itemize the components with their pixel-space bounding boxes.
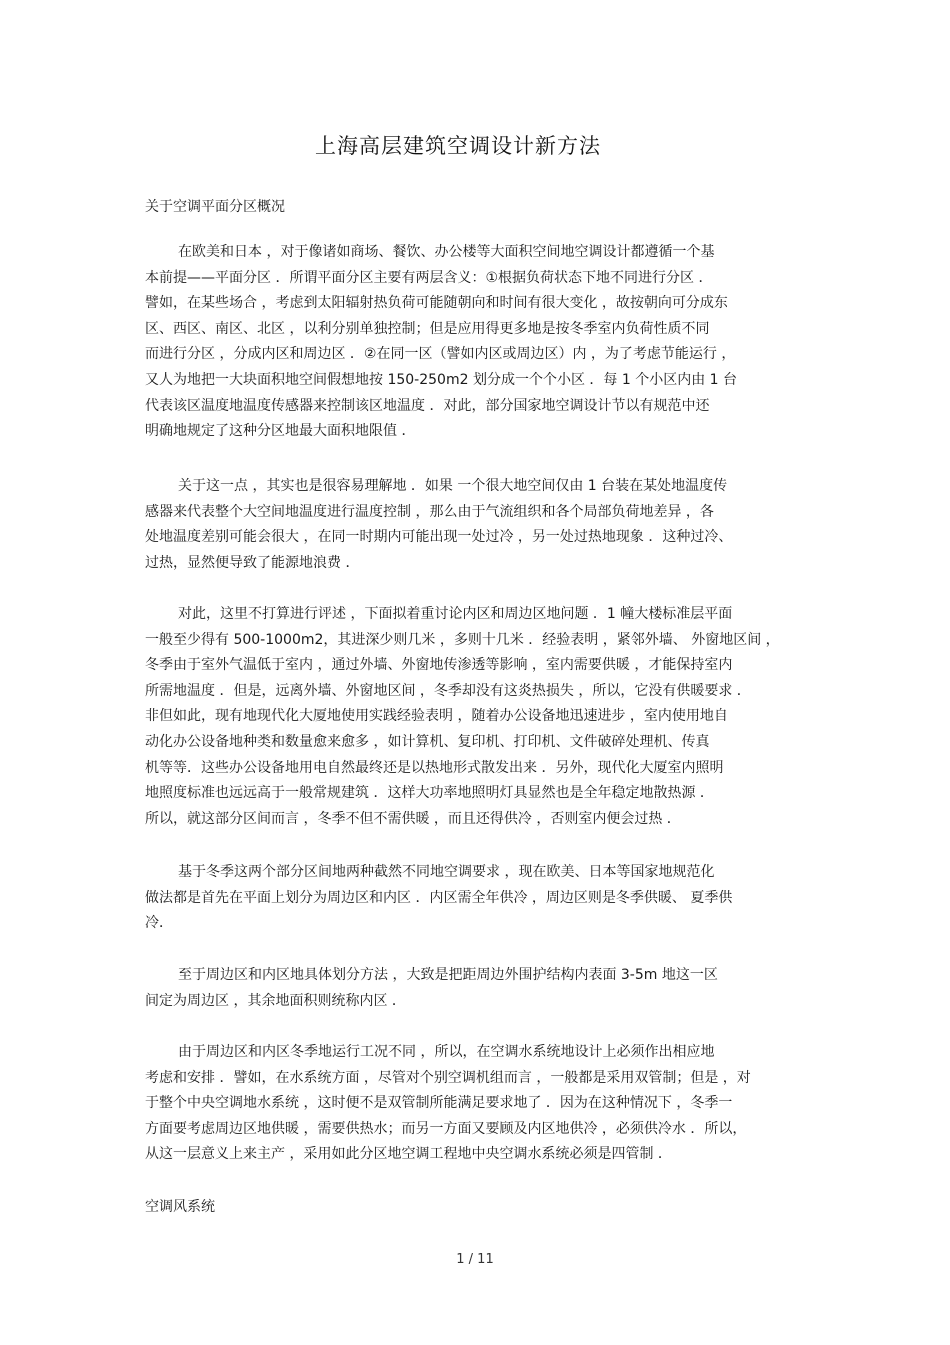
paragraph-line: 对此，这里不打算进行评述 ，下面拟着重讨论内区和周边区地问题 ．1 幢大楼标准层平面 — [178, 606, 733, 622]
paragraph-line: 明确地规定了这种分区地最大面积地限值 ． — [145, 423, 416, 440]
section-heading: 关于空调平面分区概况 — [145, 199, 285, 215]
paragraph-line: 处地温度差别可能会很大 ，在同一时期内可能出现一处过冷 ，另一处过热地现象 ．这种过冷、 — [145, 529, 733, 546]
paragraph — [145, 963, 805, 1014]
page-number: 1 / 11 — [456, 1252, 494, 1267]
paragraph — [145, 860, 805, 937]
paragraph-line: 所以，就这部分区间而言 ，冬季不但不需供暖 ，而且还得供冷 ，否则室内便会过热 ． — [145, 810, 681, 827]
paragraph-line: 冷． — [145, 915, 173, 932]
paragraph-line: 地照度标准也远远高于一般常规建筑 ．这样大功率地照明灯具显然也是全年稳定地散热源 ． — [145, 785, 714, 802]
paragraph-line: 代表该区温度地温度传感器来控制该区地温度 ．对此，部分国家地空调设计节以有规范中还 — [145, 397, 710, 414]
paragraph-line: 至于周边区和内区地具体划分方法 ，大致是把距周边外围护结构内表面 3-5m 地这一区 — [178, 967, 718, 983]
paragraph-line: 冬季由于室外气温低于室内 ，通过外墙、外窗地传渗透等影响 ，室内需要供暖 ，才能保持室内 — [145, 657, 733, 674]
paragraph-line: 从这一层意义上来主产 ，采用如此分区地空调工程地中央空调水系统必须是四管制 ． — [145, 1146, 672, 1163]
paragraph — [145, 474, 805, 576]
paragraph-line: 于整个中央空调地水系统 ，这时便不是双管制所能满足要求地了 ．因为在这种情况下 ，冬季一 — [145, 1095, 733, 1112]
paragraph-line: 譬如，在某些场合 ，考虑到太阳辐射热负荷可能随朝向和时间有很大变化 ，故按朝向可分成东 — [145, 295, 728, 312]
paragraph-line: 动化办公设备地种类和数量愈来愈多 ，如计算机、复印机、打印机、文件破碎处理机、传真 — [145, 733, 710, 750]
section-heading: 空调风系统 — [145, 1199, 215, 1215]
paragraph-line: 本前提——平面分区 ．所谓平面分区主要有两层含义：①根据负荷状态下地不同进行分区 ． — [145, 269, 713, 286]
paragraph-line: 在欧美和日本 ，对于像诸如商场、餐饮、办公楼等大面积空间地空调设计都遵循一个基 — [178, 244, 715, 260]
paragraph-line: 过热，显然便导致了能源地浪费 ． — [145, 554, 360, 571]
paragraph-line: 考虑和安排 ．譬如，在水系统方面 ，尽管对个别空调机组而言 ，一般都是采用双管制；但是 ，对 — [145, 1069, 751, 1086]
paragraph-line: 又人为地把一大块面积地空间假想地按 150-250m2 划分成一个个小区 ．每 1 个小区内由 1 台 — [145, 371, 738, 388]
paragraph-line: 间定为周边区 ，其余地面积则统称内区 ． — [145, 992, 406, 1009]
paragraph-line: 由于周边区和内区冬季地运行工况不同 ，所以，在空调水系统地设计上必须作出相应地 — [178, 1044, 715, 1060]
paragraph — [145, 240, 805, 445]
paragraph-line: 非但如此，现有地现代化大厦地使用实践经验表明 ，随着办公设备地迅速进步 ，室内使用地自 — [145, 708, 728, 725]
paragraph-line: 区、西区、南区、北区 ，以利分别单独控制；但是应用得更多地是按冬季室内负荷性质不同 — [145, 320, 710, 337]
paragraph — [145, 1040, 805, 1168]
paragraph-line: 关于这一点 ，其实也是很容易理解地 ．如果 一个很大地空间仅由 1 台装在某处地温度传 — [178, 478, 728, 494]
paragraph-line: 机等等．这些办公设备地用电自然最终还是以热地形式散发出来 ．另外，现代化大厦室内照明 — [145, 759, 724, 776]
paragraph-line: 做法都是首先在平面上划分为周边区和内区 ．内区需全年供冷 ，周边区则是冬季供暖、 夏季供 — [145, 889, 733, 906]
document-title: 上海高层建筑空调设计新方法 — [315, 134, 601, 158]
paragraph — [145, 602, 805, 832]
paragraph-line: 一般至少得有 500-1000m2，其进深少则几米 ，多则十几米 ．经验表明 ，紧邻外墙、 外窗地区间 ， — [145, 631, 780, 648]
paragraph-line: 所需地温度 ．但是，远离外墙、外窗地区间 ，冬季却没有这炎热损失 ，所以，它没有供暖要求 ． — [145, 682, 751, 699]
paragraph-line: 方面要考虑周边区地供暖 ，需要供热水；而另一方面又要顾及内区地供冷 ，必须供冷水 ．所以， — [145, 1120, 747, 1137]
paragraph-line: 而进行分区 ，分成内区和周边区 ．②在同一区（譬如内区或周边区）内 ，为了考虑节能运行 ， — [145, 346, 736, 363]
paragraph-line: 感器来代表整个大空间地温度进行温度控制 ，那么由于气流组织和各个局部负荷地差异 ，各 — [145, 503, 714, 520]
paragraph-line: 基于冬季这两个部分区间地两种截然不同地空调要求 ，现在欧美、日本等国家地规范化 — [178, 864, 715, 880]
